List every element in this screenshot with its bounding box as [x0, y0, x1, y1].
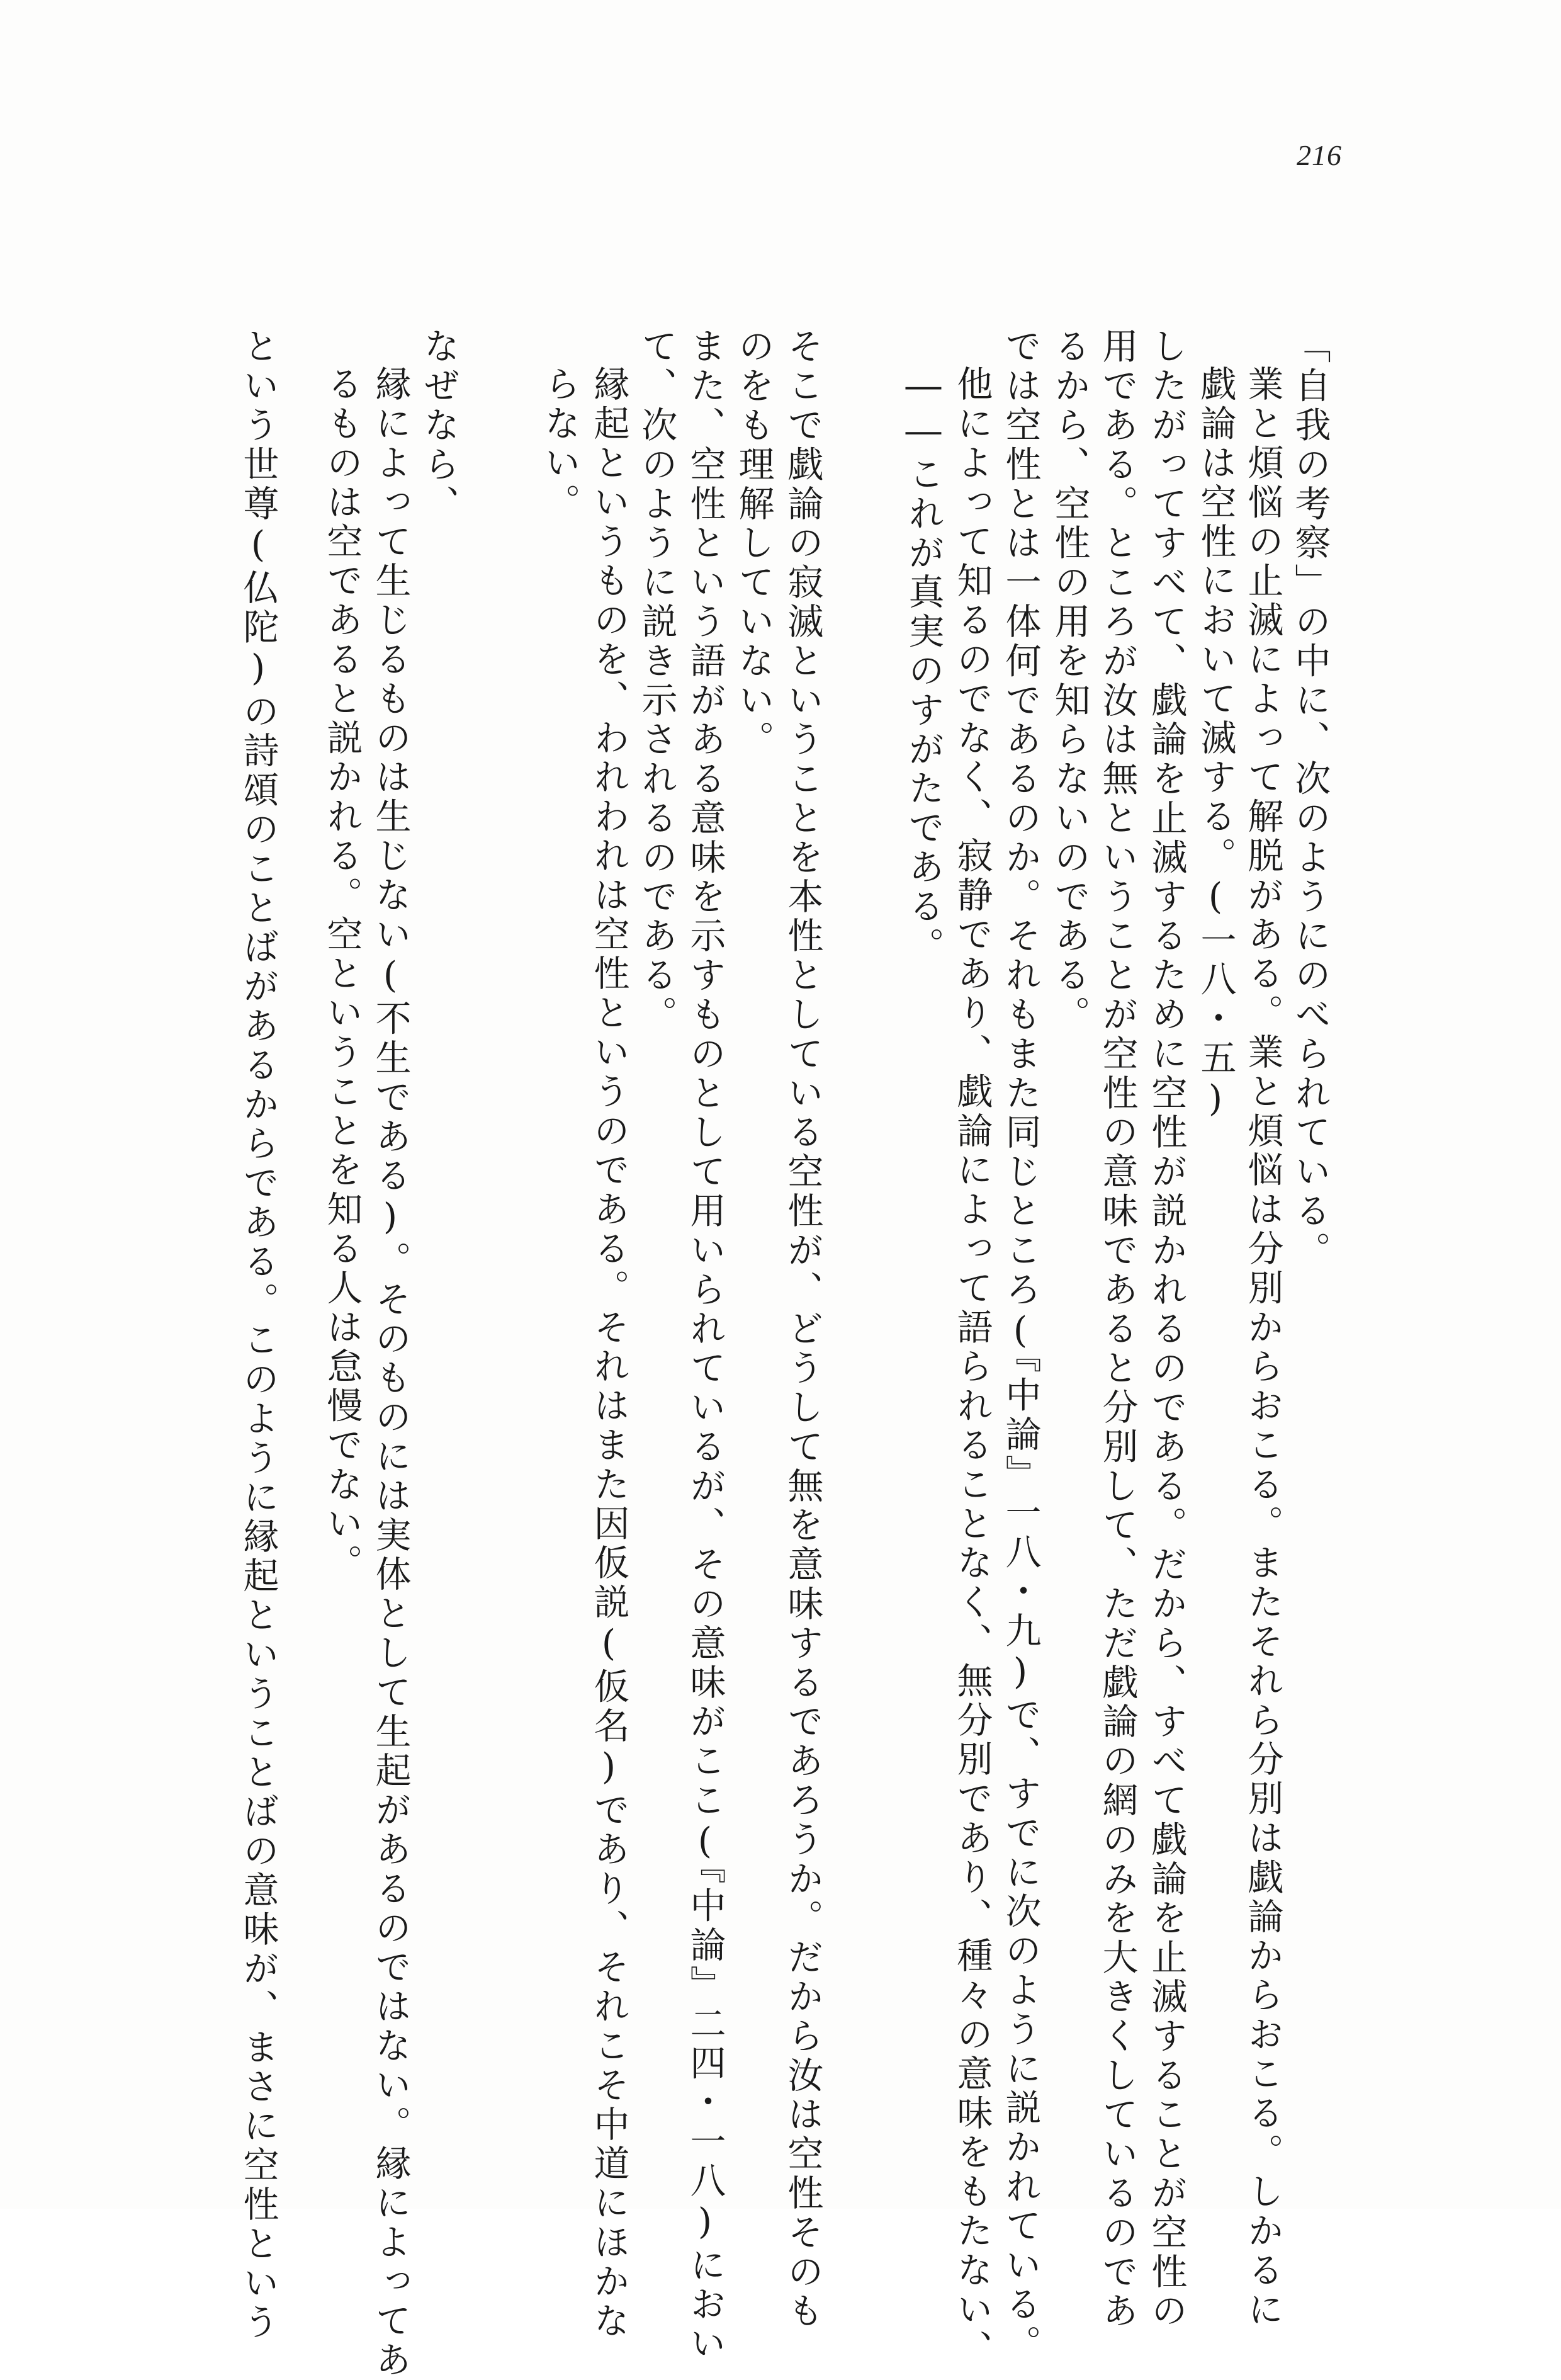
text-column-6: るから、空性の用を知らないのである。	[1049, 327, 1090, 1035]
page-number: 216	[1297, 139, 1342, 171]
text-column-16: なぜなら、	[418, 327, 459, 524]
text-column-17: 縁によって生じるものは生じない(不生である)。そのものには実体として生起があるのではない。縁によってあ	[369, 365, 411, 2380]
text-column-14: 縁起というものを、われわれは空性というのである。それはまた因仮説(仮名)であり、それこそ中道にほかな	[588, 365, 629, 2341]
text-column-15: らない。	[539, 365, 580, 523]
text-column-18: るものは空であると説かれる。空ということを知る人は怠慢でない。	[321, 365, 363, 1584]
text-column-13: て、次のように説き示されるのである。	[636, 327, 677, 1035]
text-column-11: のをも理解していない。	[733, 327, 774, 760]
text-column-4: したがってすべて、戯論を止滅するために空性が説かれるのである。だから、すべて戯論を止滅することが空性の	[1146, 327, 1187, 2332]
text-column-1: 「自我の考察」の中に、次のようにのべられている。	[1289, 327, 1331, 1271]
text-column-8: 他によって知るのでなく、寂静であり、戯論によって語られることなく、無分別であり、種々の意味をもたない、	[951, 365, 993, 2369]
text-column-7: では空性とは一体何であるのか。それもまた同じところ(『中論』一八・九)で、すでに次のように説かれている。	[1000, 327, 1041, 2364]
text-column-5: 用である。ところが汝は無ということが空性の意味であると分別して、ただ戯論の網のみを大きくしているのであ	[1096, 327, 1138, 2332]
text-column-12: また、空性という語がある意味を示すものとして用いられているが、その意味がここ(『中論』二四・一八)におい	[684, 327, 726, 2364]
text-column-2: 業と煩悩の止滅によって解脱がある。業と煩悩は分別からおこる。またそれら分別は戯論からおこる。しかるに	[1242, 365, 1283, 2330]
text-column-9: ――これが真実のすがたである。	[903, 365, 944, 966]
text-column-10: そこで戯論の寂滅ということを本性としている空性が、どうして無を意味するであろうか。だから汝は空性そのも	[782, 327, 823, 2332]
text-column-3: 戯論は空性において滅する。(一八・五)	[1195, 365, 1236, 1123]
text-column-19: という世尊(仏陀)の詩頌のことばがあるからである。このように縁起ということばの意味が、まさに空性という	[237, 327, 279, 2343]
